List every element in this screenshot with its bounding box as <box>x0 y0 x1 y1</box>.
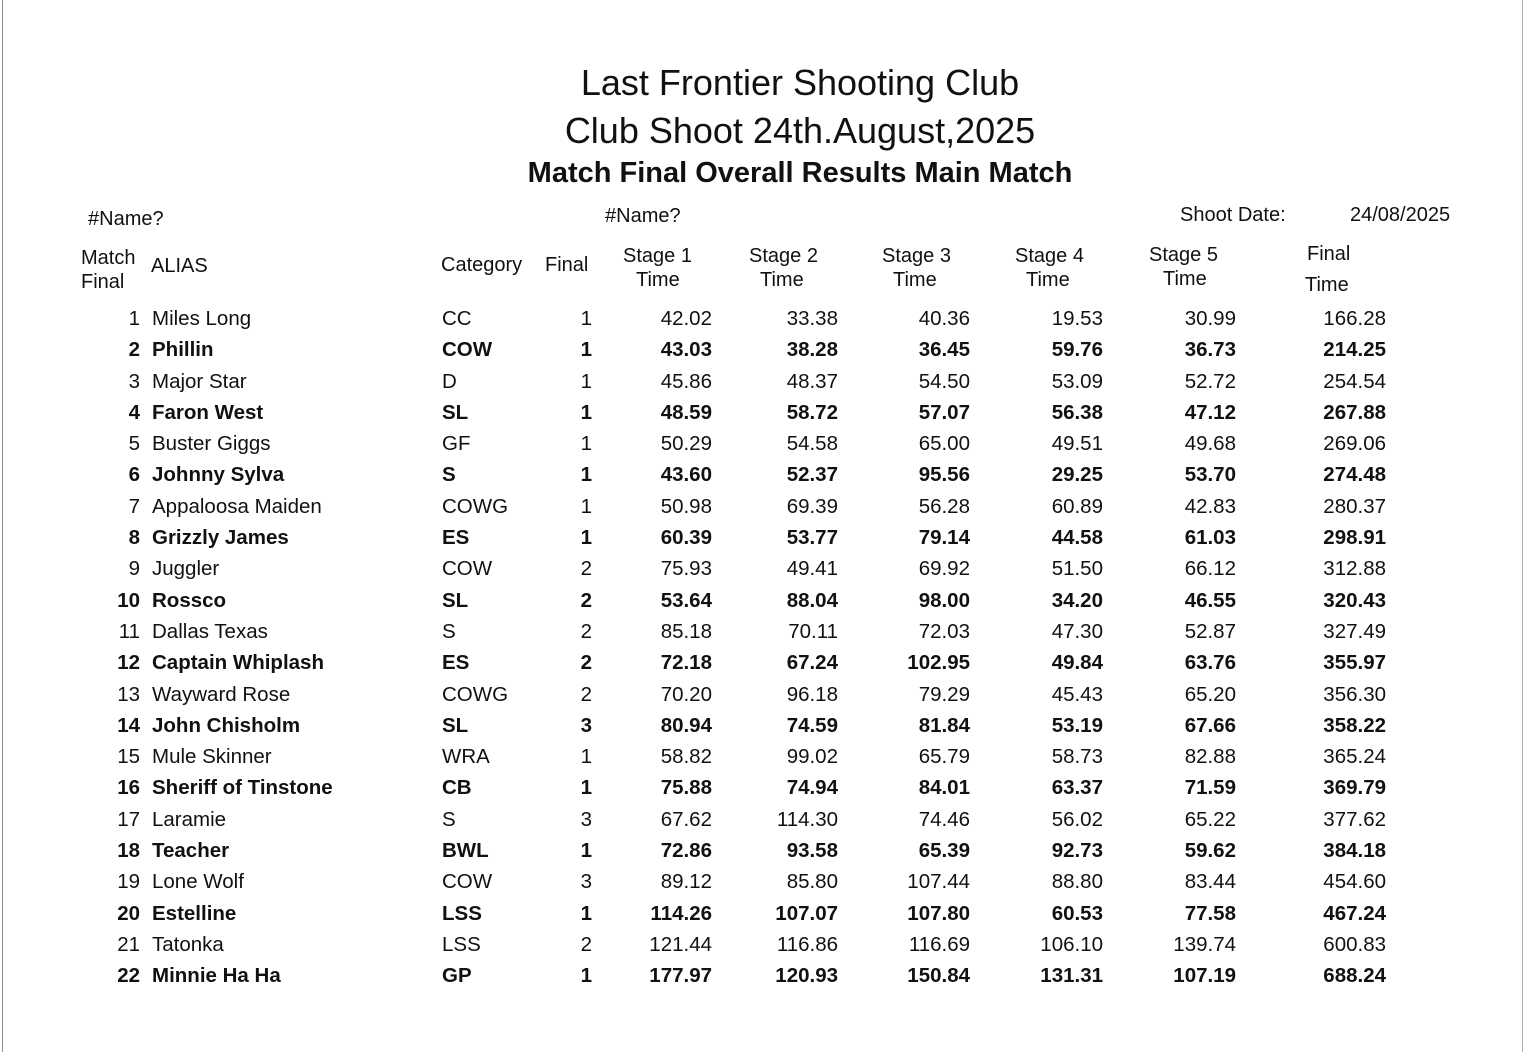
col-stage2-line1: Stage 2 <box>749 245 818 267</box>
stage4-time-cell: 58.73 <box>1051 745 1103 769</box>
alias-cell: Grizzly James <box>152 526 289 550</box>
rank-cell: 14 <box>117 713 140 737</box>
shoot-date-value: 24/08/2025 <box>1350 204 1451 226</box>
category-cell: SL <box>442 713 469 737</box>
stage5-time-cell: 66.12 <box>1184 557 1236 581</box>
stage2-time-cell: 93.58 <box>786 839 838 863</box>
result-row <box>0 775 1526 806</box>
final-cell: 2 <box>580 619 592 643</box>
stage3-time-cell: 36.45 <box>918 338 970 362</box>
col-stage2-line2: Time <box>760 269 804 291</box>
stage5-time-cell: 65.20 <box>1184 682 1236 706</box>
rank-cell: 7 <box>128 494 140 518</box>
stage5-time-cell: 139.74 <box>1173 932 1236 956</box>
alias-cell: Captain Whiplash <box>152 651 324 675</box>
stage2-time-cell: 116.86 <box>776 932 838 956</box>
final-cell: 2 <box>580 557 592 581</box>
stage3-time-cell: 57.07 <box>918 400 970 424</box>
total-time-cell: 356.30 <box>1323 682 1386 706</box>
col-alias: ALIAS <box>151 255 208 277</box>
stage2-time-cell: 38.28 <box>786 338 838 362</box>
stage1-time-cell: 72.18 <box>660 651 712 675</box>
stage4-time-cell: 56.02 <box>1051 807 1103 831</box>
total-time-cell: 355.97 <box>1323 651 1386 675</box>
final-cell: 2 <box>580 651 592 675</box>
stage3-time-cell: 98.00 <box>918 588 970 612</box>
result-row <box>0 588 1526 619</box>
alias-cell: Wayward Rose <box>152 682 291 706</box>
category-cell: WRA <box>442 745 490 769</box>
total-time-cell: 327.49 <box>1323 619 1386 643</box>
final-cell: 1 <box>580 745 592 769</box>
col-stage4-line1: Stage 4 <box>1015 245 1084 267</box>
stage4-time-cell: 47.30 <box>1051 619 1103 643</box>
stage4-time-cell: 51.50 <box>1051 557 1103 581</box>
total-time-cell: 166.28 <box>1323 307 1386 330</box>
stage2-time-cell: 33.38 <box>786 307 838 330</box>
total-time-cell: 358.22 <box>1323 713 1386 737</box>
stage2-time-cell: 70.11 <box>788 619 838 643</box>
stage4-time-cell: 92.73 <box>1051 839 1103 863</box>
stage2-time-cell: 99.02 <box>786 745 838 769</box>
col-stage5-line2: Time <box>1163 268 1207 290</box>
total-time-cell: 274.48 <box>1323 463 1386 487</box>
stage2-time-cell: 88.04 <box>786 588 838 612</box>
col-category: Category <box>441 254 523 276</box>
alias-cell: Minnie Ha Ha <box>152 964 281 988</box>
final-cell: 1 <box>580 494 592 518</box>
total-time-cell: 280.37 <box>1323 494 1386 518</box>
stage1-time-cell: 177.97 <box>649 964 712 988</box>
result-row <box>0 650 1526 681</box>
rank-cell: 10 <box>117 588 140 612</box>
stage4-time-cell: 131.31 <box>1040 964 1103 988</box>
rank-cell: 6 <box>128 463 140 487</box>
category-cell: COW <box>442 870 493 894</box>
category-cell: S <box>442 807 456 831</box>
stage2-time-cell: 74.94 <box>786 776 838 800</box>
category-cell: COWG <box>442 494 509 518</box>
result-row <box>0 744 1526 775</box>
stage3-time-cell: 72.03 <box>918 619 970 643</box>
results-table <box>0 306 1526 995</box>
category-cell: S <box>442 463 456 487</box>
stage2-time-cell: 120.93 <box>775 964 838 988</box>
total-time-cell: 365.24 <box>1323 745 1386 769</box>
rank-cell: 11 <box>118 619 140 643</box>
stage2-time-cell: 69.39 <box>786 494 838 518</box>
alias-cell: Teacher <box>152 839 230 863</box>
category-cell: LSS <box>442 932 481 956</box>
final-cell: 1 <box>580 901 592 925</box>
category-cell: COW <box>442 557 493 581</box>
stage4-time-cell: 106.10 <box>1040 932 1103 956</box>
stage5-time-cell: 61.03 <box>1184 526 1236 550</box>
final-cell: 2 <box>580 932 592 956</box>
stage5-time-cell: 47.12 <box>1184 400 1236 424</box>
rank-cell: 18 <box>117 839 140 863</box>
stage1-time-cell: 80.94 <box>660 713 712 737</box>
final-cell: 3 <box>580 807 592 831</box>
alias-cell: Johnny Sylva <box>152 463 285 487</box>
final-cell: 3 <box>580 870 592 894</box>
stage4-time-cell: 44.58 <box>1051 526 1103 550</box>
alias-cell: Rossco <box>152 588 227 612</box>
stage3-time-cell: 79.14 <box>918 526 970 550</box>
stage3-time-cell: 107.80 <box>907 901 970 925</box>
stage3-time-cell: 81.84 <box>918 713 970 737</box>
stage2-time-cell: 53.77 <box>786 526 838 550</box>
final-cell: 2 <box>580 588 592 612</box>
category-cell: BWL <box>442 839 489 863</box>
rank-cell: 9 <box>128 557 140 581</box>
stage1-time-cell: 43.03 <box>660 338 712 362</box>
stage5-time-cell: 49.68 <box>1184 432 1236 456</box>
stage4-time-cell: 59.76 <box>1051 338 1103 362</box>
alias-cell: Sheriff of Tinstone <box>152 776 333 800</box>
stage1-time-cell: 72.86 <box>660 839 712 863</box>
rank-cell: 2 <box>128 338 140 362</box>
name-field-center: #Name? <box>605 205 681 227</box>
total-time-cell: 267.88 <box>1323 400 1386 424</box>
stage4-time-cell: 53.19 <box>1051 713 1103 737</box>
stage2-time-cell: 49.41 <box>786 557 838 581</box>
stage5-time-cell: 59.62 <box>1184 839 1236 863</box>
stage2-time-cell: 58.72 <box>786 400 838 424</box>
result-row <box>0 682 1526 713</box>
stage1-time-cell: 89.12 <box>660 870 712 894</box>
stage3-time-cell: 79.29 <box>918 682 970 706</box>
result-row <box>0 838 1526 869</box>
result-row <box>0 556 1526 587</box>
rank-cell: 17 <box>117 807 140 831</box>
stage5-time-cell: 36.73 <box>1184 338 1236 362</box>
stage4-time-cell: 63.37 <box>1051 776 1103 800</box>
rank-cell: 20 <box>117 901 140 925</box>
stage5-time-cell: 42.83 <box>1184 494 1236 518</box>
stage4-time-cell: 60.89 <box>1051 494 1103 518</box>
col-stage3-line2: Time <box>893 269 937 291</box>
result-row <box>0 807 1526 838</box>
total-time-cell: 688.24 <box>1323 964 1386 988</box>
final-cell: 1 <box>580 463 592 487</box>
final-cell: 3 <box>580 713 592 737</box>
final-cell: 1 <box>580 839 592 863</box>
stage5-time-cell: 52.87 <box>1184 619 1236 643</box>
stage5-time-cell: 82.88 <box>1184 745 1236 769</box>
result-row <box>0 400 1526 431</box>
stage1-time-cell: 121.44 <box>649 932 712 956</box>
total-time-cell: 467.24 <box>1323 901 1386 925</box>
stage3-time-cell: 65.79 <box>918 745 970 769</box>
col-stage1-line2: Time <box>636 269 680 291</box>
rank-cell: 8 <box>128 526 140 550</box>
total-time-cell: 298.91 <box>1323 526 1386 550</box>
stage3-time-cell: 116.69 <box>908 932 970 956</box>
stage1-time-cell: 60.39 <box>660 526 712 550</box>
category-cell: S <box>442 619 456 643</box>
stage5-time-cell: 107.19 <box>1173 964 1236 988</box>
result-row <box>0 713 1526 744</box>
final-cell: 1 <box>580 307 592 330</box>
category-cell: GF <box>442 432 471 456</box>
stage1-time-cell: 53.64 <box>660 588 712 612</box>
stage5-time-cell: 77.58 <box>1184 901 1236 925</box>
alias-cell: Mule Skinner <box>152 745 272 769</box>
alias-cell: Faron West <box>152 400 264 424</box>
stage3-time-cell: 150.84 <box>907 964 970 988</box>
category-cell: CC <box>442 307 472 330</box>
stage1-time-cell: 45.86 <box>660 369 712 393</box>
rank-cell: 1 <box>128 307 140 330</box>
shoot-date-label: Shoot Date: <box>1180 204 1286 226</box>
col-total-line2: Time <box>1305 274 1349 296</box>
total-time-cell: 384.18 <box>1323 839 1386 863</box>
rank-cell: 3 <box>128 369 140 393</box>
rank-cell: 15 <box>117 745 140 769</box>
category-cell: ES <box>442 651 470 675</box>
stage5-time-cell: 46.55 <box>1184 588 1236 612</box>
col-stage1-line1: Stage 1 <box>623 245 692 267</box>
alias-cell: Lone Wolf <box>152 870 244 894</box>
rank-cell: 12 <box>117 651 140 675</box>
category-cell: ES <box>442 526 470 550</box>
stage3-time-cell: 69.92 <box>918 557 970 581</box>
final-cell: 1 <box>580 338 592 362</box>
stage1-time-cell: 48.59 <box>660 400 712 424</box>
category-cell: CB <box>442 776 472 800</box>
total-time-cell: 214.25 <box>1323 338 1386 362</box>
stage3-time-cell: 95.56 <box>918 463 970 487</box>
result-row <box>0 431 1526 462</box>
col-stage5-line1: Stage 5 <box>1149 244 1218 266</box>
stage4-time-cell: 29.25 <box>1051 463 1103 487</box>
category-cell: SL <box>442 400 469 424</box>
alias-cell: Tatonka <box>152 932 224 956</box>
rank-cell: 16 <box>117 776 140 800</box>
col-total-line1: Final <box>1307 243 1351 265</box>
rank-cell: 13 <box>117 682 140 706</box>
alias-cell: Miles Long <box>152 307 252 330</box>
category-cell: GP <box>442 964 472 988</box>
stage5-time-cell: 65.22 <box>1184 807 1236 831</box>
result-row <box>0 901 1526 932</box>
final-cell: 1 <box>580 369 592 393</box>
total-time-cell: 269.06 <box>1323 432 1386 456</box>
total-time-cell: 254.54 <box>1323 369 1386 393</box>
alias-cell: Appaloosa Maiden <box>152 494 322 518</box>
stage3-time-cell: 56.28 <box>918 494 970 518</box>
final-cell: 1 <box>580 964 592 988</box>
stage1-time-cell: 58.82 <box>660 745 712 769</box>
stage4-time-cell: 88.80 <box>1051 870 1103 894</box>
alias-cell: Juggler <box>152 557 220 581</box>
stage4-time-cell: 60.53 <box>1051 901 1103 925</box>
stage1-time-cell: 67.62 <box>660 807 712 831</box>
category-cell: LSS <box>442 901 482 925</box>
stage3-time-cell: 84.01 <box>918 776 970 800</box>
stage5-time-cell: 67.66 <box>1184 713 1236 737</box>
category-cell: COWG <box>442 682 509 706</box>
stage1-time-cell: 75.93 <box>660 557 712 581</box>
rank-cell: 5 <box>128 432 140 456</box>
results-subtitle: Match Final Overall Results Main Match <box>527 157 1073 189</box>
stage1-time-cell: 75.88 <box>660 776 712 800</box>
stage1-time-cell: 70.20 <box>660 682 712 706</box>
result-row <box>0 963 1526 994</box>
stage3-time-cell: 65.39 <box>918 839 970 863</box>
stage2-time-cell: 85.80 <box>786 870 838 894</box>
stage5-time-cell: 52.72 <box>1184 369 1236 393</box>
stage2-time-cell: 96.18 <box>786 682 838 706</box>
stage3-time-cell: 54.50 <box>918 369 970 393</box>
stage5-time-cell: 53.70 <box>1184 463 1236 487</box>
stage2-time-cell: 54.58 <box>786 432 838 456</box>
stage2-time-cell: 52.37 <box>786 463 838 487</box>
stage3-time-cell: 40.36 <box>918 307 970 330</box>
final-cell: 1 <box>580 432 592 456</box>
final-cell: 1 <box>580 400 592 424</box>
final-cell: 1 <box>580 526 592 550</box>
result-row <box>0 525 1526 556</box>
stage4-time-cell: 53.09 <box>1051 369 1103 393</box>
stage3-time-cell: 74.46 <box>918 807 970 831</box>
stage1-time-cell: 50.29 <box>660 432 712 456</box>
result-row <box>0 337 1526 368</box>
col-stage3-line1: Stage 3 <box>882 245 951 267</box>
stage5-time-cell: 71.59 <box>1184 776 1236 800</box>
stage5-time-cell: 30.99 <box>1184 307 1236 330</box>
alias-cell: Major Star <box>152 369 247 393</box>
total-time-cell: 312.88 <box>1323 557 1386 581</box>
stage2-time-cell: 107.07 <box>775 901 838 925</box>
club-title: Last Frontier Shooting Club <box>580 62 1020 103</box>
alias-cell: Phillin <box>152 338 214 362</box>
stage4-time-cell: 49.84 <box>1051 651 1103 675</box>
stage3-time-cell: 65.00 <box>918 432 970 456</box>
stage3-time-cell: 102.95 <box>907 651 970 675</box>
result-row <box>0 306 1526 337</box>
total-time-cell: 369.79 <box>1323 776 1386 800</box>
stage3-time-cell: 107.44 <box>907 870 970 894</box>
category-cell: SL <box>442 588 469 612</box>
result-row <box>0 369 1526 400</box>
col-stage4-line2: Time <box>1026 269 1070 291</box>
col-match-final-line2: Final <box>81 271 125 293</box>
total-time-cell: 320.43 <box>1323 588 1386 612</box>
final-cell: 1 <box>580 776 592 800</box>
stage1-time-cell: 85.18 <box>660 619 712 643</box>
rank-cell: 4 <box>128 400 140 424</box>
stage4-time-cell: 49.51 <box>1051 432 1103 456</box>
event-title: Club Shoot 24th.August,2025 <box>564 110 1036 151</box>
stage2-time-cell: 48.37 <box>786 369 838 393</box>
stage1-time-cell: 42.02 <box>660 307 712 330</box>
rank-cell: 22 <box>117 964 140 988</box>
result-row <box>0 869 1526 900</box>
alias-cell: John Chisholm <box>152 713 301 737</box>
alias-cell: Estelline <box>152 901 237 925</box>
total-time-cell: 454.60 <box>1323 870 1386 894</box>
stage5-time-cell: 63.76 <box>1184 651 1236 675</box>
col-final: Final <box>545 254 589 276</box>
alias-cell: Laramie <box>152 807 227 831</box>
stage2-time-cell: 114.30 <box>776 807 838 831</box>
final-cell: 2 <box>580 682 592 706</box>
result-row <box>0 932 1526 963</box>
stage1-time-cell: 114.26 <box>650 901 712 925</box>
alias-cell: Buster Giggs <box>152 432 271 456</box>
result-row <box>0 494 1526 525</box>
total-time-cell: 600.83 <box>1323 932 1386 956</box>
stage2-time-cell: 67.24 <box>786 651 838 675</box>
stage4-time-cell: 34.20 <box>1051 588 1103 612</box>
rank-cell: 21 <box>117 932 140 956</box>
stage1-time-cell: 50.98 <box>660 494 712 518</box>
result-row <box>0 462 1526 493</box>
alias-cell: Dallas Texas <box>152 619 268 643</box>
stage2-time-cell: 74.59 <box>786 713 838 737</box>
stage4-time-cell: 19.53 <box>1051 307 1103 330</box>
category-cell: COW <box>442 338 493 362</box>
stage1-time-cell: 43.60 <box>660 463 712 487</box>
name-field-left: #Name? <box>88 208 164 230</box>
category-cell: D <box>442 369 457 393</box>
col-match-final-line1: Match <box>81 247 136 269</box>
rank-cell: 19 <box>117 870 140 894</box>
total-time-cell: 377.62 <box>1323 807 1386 831</box>
stage4-time-cell: 45.43 <box>1051 682 1103 706</box>
result-row <box>0 619 1526 650</box>
stage5-time-cell: 83.44 <box>1184 870 1236 894</box>
stage4-time-cell: 56.38 <box>1051 400 1103 424</box>
